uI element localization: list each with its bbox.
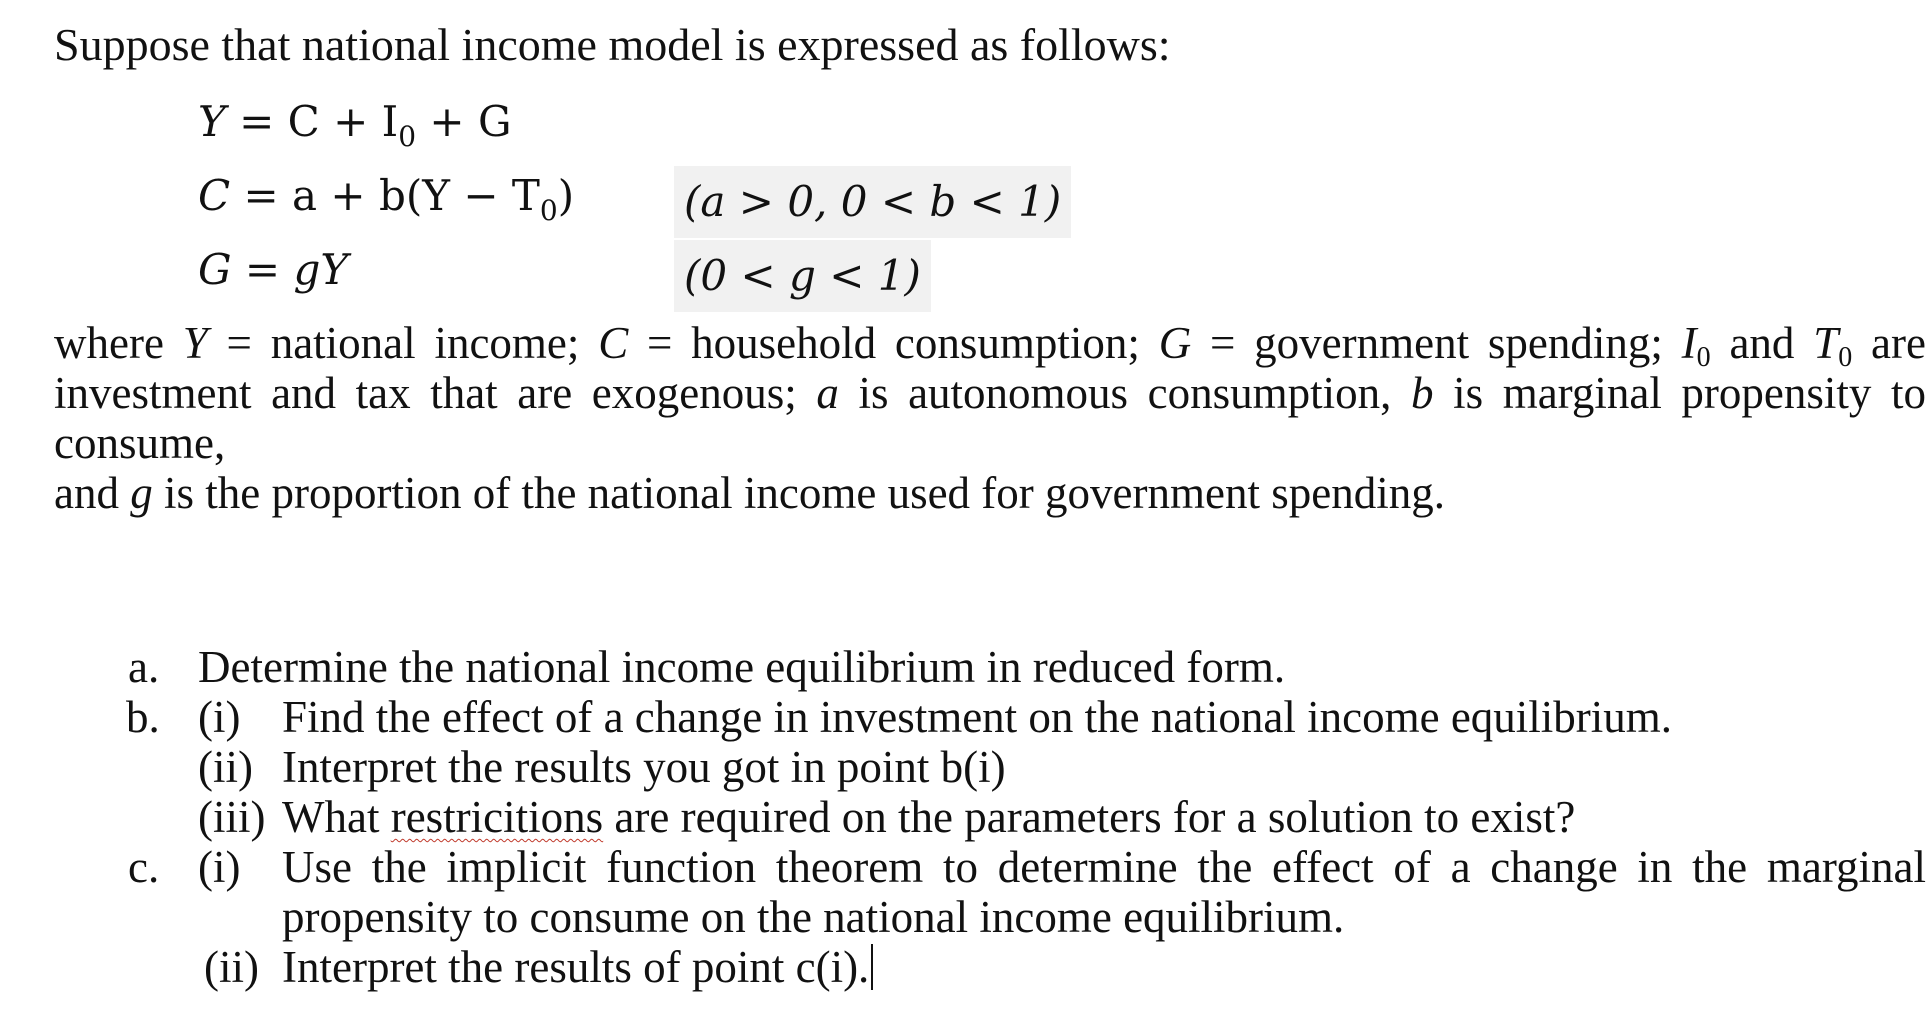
definitions-line-2: investment and tax that are exogenous; a is autonomous consumption, b is marginal propensity to consume, bbox=[54, 368, 1926, 468]
intro-text: Suppose that national income model is expressed as follows: bbox=[54, 19, 1171, 70]
question-b-ii-label: (ii) bbox=[198, 742, 253, 792]
question-b-label: b. bbox=[126, 692, 160, 742]
question-c-label: c. bbox=[128, 842, 160, 892]
question-c-i-line-2: propensity to consume on the national income equilibrium. bbox=[282, 892, 1345, 942]
question-b-iii-label: (iii) bbox=[198, 792, 266, 842]
equation-consumption: $C = a + b(Y - T_0)$ bbox=[198, 171, 575, 227]
question-b-i-text: Find the effect of a change in investment on the national income equilibrium. bbox=[282, 692, 1673, 742]
definitions-line-1: where Y = national income; C = household consumption; G = government spending; $I_0$ and $T_0$ are bbox=[54, 318, 1926, 373]
question-c-i-label: (i) bbox=[198, 842, 241, 892]
definitions-paragraph bbox=[54, 318, 1926, 518]
question-b-i-label: (i) bbox=[198, 692, 241, 742]
condition-government: (0 < g < 1) bbox=[674, 240, 931, 312]
question-a-label: a. bbox=[128, 642, 160, 692]
condition-consumption: (a > 0, 0 < b < 1) bbox=[674, 166, 1071, 238]
equation-government: G = gY bbox=[198, 245, 349, 294]
spelling-error-underline: restricitions bbox=[390, 792, 604, 842]
question-a-text: Determine the national income equilibrium in reduced form. bbox=[198, 642, 1286, 692]
question-c-ii-text[interactable]: Interpret the results of point c(i). bbox=[282, 942, 873, 992]
question-c-i-text bbox=[282, 842, 1926, 942]
question-b-ii-text: Interpret the results you got in point b(i) bbox=[282, 742, 1006, 792]
definitions-line-3: and g is the proportion of the national income used for government spending. bbox=[54, 468, 1445, 518]
text-cursor bbox=[871, 944, 873, 990]
question-c-ii-label: (ii) bbox=[204, 942, 259, 992]
equation-income-identity: $Y = C + I_0 + G$ bbox=[198, 97, 512, 153]
question-c-i-line-1: Use the implicit function theorem to determine the effect of a change in the marginal bbox=[282, 842, 1926, 892]
question-b-iii-text: What restricitions are required on the parameters for a solution to exist? bbox=[282, 792, 1576, 842]
